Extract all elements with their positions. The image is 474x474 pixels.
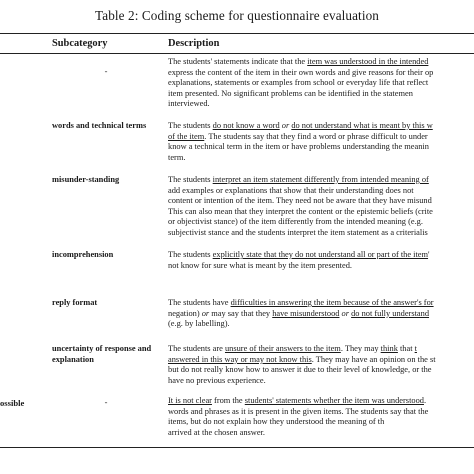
description-cell — [168, 396, 474, 438]
text-run: . They may — [340, 344, 381, 353]
header-description: Description — [168, 38, 220, 49]
table-header-rule — [0, 53, 474, 54]
description-line — [168, 175, 474, 186]
description-line — [168, 142, 474, 153]
text-run: explanations, statements or examples from school or everyday life that reflect — [168, 78, 429, 88]
description-line — [168, 186, 474, 197]
italic-text: or — [341, 308, 349, 318]
description-cell — [168, 250, 474, 271]
text-run: The students — [168, 250, 213, 259]
underlined-text: item was understood in the intended — [307, 57, 429, 66]
text-run: subjectivist stance and the students interpret the item statement as a criterialis — [168, 227, 428, 237]
description-line — [168, 309, 474, 320]
subcategory-cell: - — [104, 398, 108, 407]
underlined-text: answered in this way or may not know this — [168, 354, 312, 364]
text-run: add examples or explanations that show that their understanding does not — [168, 185, 414, 195]
description-line — [168, 57, 474, 68]
text-run: arrived at the chosen answer. — [168, 427, 265, 437]
description-line — [168, 217, 474, 228]
description-line — [168, 344, 474, 355]
italic-text: or — [201, 308, 210, 318]
text-run: but do not really know how to answer it due to their level of knowledge, or the — [168, 365, 432, 375]
text-run: . — [423, 396, 427, 405]
text-run: that — [397, 344, 415, 353]
text-run: term. — [168, 152, 186, 162]
description-line — [168, 68, 474, 79]
description-line — [168, 121, 474, 132]
header-subcategory: Subcategory — [52, 38, 108, 49]
description-line — [168, 376, 474, 387]
table-bottom-rule — [0, 447, 474, 448]
description-line — [168, 78, 474, 89]
text-run: The students' statements indicate that the — [168, 57, 308, 66]
table-caption — [0, 8, 474, 24]
italic-text: or — [279, 121, 292, 130]
text-run: item presented. No significant problems can be identified in the statemen — [168, 88, 413, 98]
description-line — [168, 261, 474, 272]
subcategory-cell: uncertainty of response and explanation — [52, 344, 152, 364]
underlined-text: do not understand what is meant by this w — [291, 121, 433, 130]
description-cell — [168, 57, 474, 110]
table-top-rule — [0, 33, 474, 34]
underlined-text: of the item — [168, 131, 205, 141]
description-line — [168, 417, 474, 428]
text-run: not know for sure what is meant by the item presented. — [168, 260, 352, 270]
description-line — [168, 355, 474, 366]
description-cell — [168, 298, 474, 330]
description-cell — [168, 121, 474, 163]
underlined-text: difficulties in answering the item because of the answer's for — [230, 298, 434, 307]
text-run: . They may have an opinion on the st — [311, 354, 436, 364]
underlined-text: think — [380, 344, 398, 353]
description-line — [168, 407, 474, 418]
text-run: The students are — [168, 344, 225, 353]
text-run: (e.g. by labelling). — [168, 319, 230, 329]
description-line — [168, 207, 474, 218]
description-line — [168, 153, 474, 164]
description-cell — [168, 175, 474, 239]
underlined-text: t — [414, 344, 417, 353]
text-run: items, but do not explain how they understood the meaning of th — [168, 417, 385, 427]
underlined-text: have misunderstood — [272, 308, 340, 318]
description-line — [168, 319, 474, 330]
text-run: The students have — [168, 298, 231, 307]
text-run: ' — [428, 250, 430, 259]
subcategory-cell: misunder-standing — [52, 175, 120, 184]
text-run: . The students say that they find a word or phrase difficult to under — [204, 131, 428, 141]
underlined-text: do not know a word — [212, 121, 280, 130]
text-run: know a technical term in the item or have problems understanding the meanin — [168, 142, 429, 152]
text-run: have no previous experience. — [168, 375, 266, 385]
text-run: express the content of the item in their own words and give reasons for their op — [168, 67, 434, 77]
underlined-text: unsure of their answers to the item — [224, 344, 341, 353]
text-run: interviewed. — [168, 99, 210, 109]
underlined-text: It is not clear — [168, 396, 212, 405]
description-line — [168, 99, 474, 110]
text-run: This can also mean that they interpret the content or the epistemic beliefs (crite — [168, 206, 433, 216]
subcategory-cell: reply format — [52, 298, 98, 307]
description-line — [168, 428, 474, 439]
text-run: from the — [211, 396, 245, 405]
subcategory-cell: words and technical terms — [52, 121, 147, 130]
text-run: The students — [168, 175, 213, 184]
underlined-text: explicitly state that they do not understand all or part of the item — [212, 250, 429, 259]
text-run: content or intention of the item. They need not be aware that they have misund — [168, 196, 432, 206]
underlined-text: interpret an item statement differently from intended meaning of — [212, 175, 429, 184]
category-cell: ossible — [0, 398, 25, 408]
subcategory-cell: incomprehension — [52, 250, 114, 259]
description-line — [168, 250, 474, 261]
description-cell — [168, 344, 474, 386]
text-run: words and phrases as it is present in the given items. The students say that the — [168, 406, 429, 416]
text-run: The students — [168, 121, 213, 130]
description-line — [168, 89, 474, 100]
description-line — [168, 132, 474, 143]
text-run: negation) — [168, 308, 202, 318]
underlined-text: do not fully understand — [351, 308, 430, 318]
description-line — [168, 228, 474, 239]
subcategory-cell: - — [104, 67, 108, 76]
description-line — [168, 196, 474, 207]
description-line — [168, 365, 474, 376]
text-run: or objectivist stance) of the item differently from the intended meaning (e.g. — [168, 217, 423, 227]
description-line — [168, 396, 474, 407]
text-run: may say that they — [209, 308, 273, 318]
underlined-text: students' statements whether the item was understood — [244, 396, 424, 405]
table-caption-text: Table 2: Coding scheme for questionnaire evaluation — [95, 8, 379, 23]
description-line — [168, 298, 474, 309]
